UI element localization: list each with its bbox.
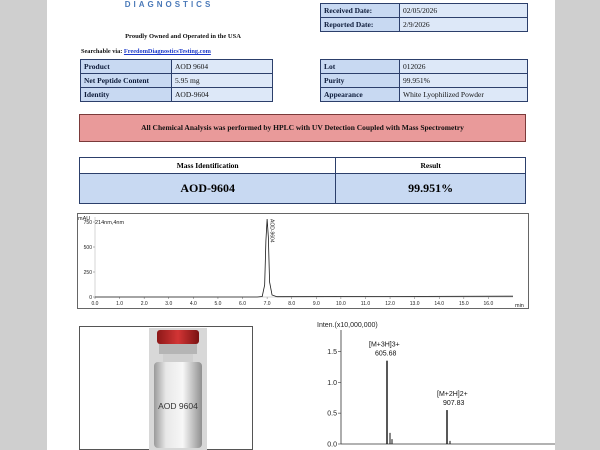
lot-info-table (320, 59, 528, 102)
table-row (321, 60, 528, 74)
y-tick-label: 0.0 (327, 441, 337, 449)
x-tick-label: 9.0 (312, 301, 320, 307)
dates-table (320, 3, 528, 32)
table-row (321, 18, 528, 32)
brand-subtitle: DIAGNOSTICS (124, 0, 214, 9)
x-tick-label: 7.0 (263, 301, 271, 307)
vial-photo (149, 328, 207, 450)
appearance-value: White Lyophilized Powder (400, 88, 528, 102)
net-peptide-label: Net Peptide Content (81, 74, 172, 88)
x-tick-label: 0.0 (91, 301, 99, 307)
x-tick-label: 12.0 (385, 301, 395, 307)
table-row (80, 174, 526, 204)
x-tick-label: 16.0 (483, 301, 494, 307)
search-line (81, 48, 211, 55)
x-tick-label: 4.0 (189, 301, 197, 307)
table-row (321, 74, 528, 88)
table-row (321, 4, 528, 18)
x-tick-label: 13.0 (409, 301, 420, 307)
table-row (81, 74, 273, 88)
x-tick-label: 11.0 (360, 301, 371, 307)
product-label: Product (81, 60, 172, 74)
y-tick-label: 0 (89, 295, 92, 301)
lot-value: 012026 (400, 60, 528, 74)
hplc-chromatogram (77, 213, 529, 309)
x-tick-label: 8.0 (288, 301, 296, 307)
x-tick-label: 2.0 (140, 301, 148, 307)
result-value: 99.951% (336, 174, 526, 204)
x-tick-label: 3.0 (165, 301, 173, 307)
lot-label: Lot (321, 60, 400, 74)
mass-spectrum (317, 316, 555, 450)
detector-label: 214nm,4nm (95, 220, 125, 226)
search-link[interactable]: FreedomDiagnosticsTesting.com (123, 48, 211, 55)
reported-date-label: Reported Date: (321, 18, 400, 32)
received-date-value: 02/05/2026 (400, 4, 528, 18)
table-row (81, 88, 273, 102)
peak-mz-label: 605.68 (375, 350, 397, 358)
y-tick-label: 0.5 (327, 410, 337, 418)
table-row (80, 158, 526, 174)
product-value: AOD 9604 (172, 60, 273, 74)
chromatogram-ylabel: mAU (78, 216, 91, 222)
result-header: Result (336, 158, 526, 174)
received-date-label: Received Date: (321, 4, 400, 18)
mass-id-value: AOD-9604 (80, 174, 336, 204)
x-tick-label: 14.0 (434, 301, 445, 307)
peak-mz-label: 907.83 (443, 400, 465, 408)
x-tick-label: 1.0 (116, 301, 124, 307)
x-tick-label: 6.0 (239, 301, 247, 307)
certificate-page (47, 0, 555, 450)
purity-value: 99.951% (400, 74, 528, 88)
y-tick-label: 1.5 (327, 348, 337, 356)
net-peptide-value: 5.95 mg (172, 74, 273, 88)
identity-label: Identity (81, 88, 172, 102)
mass-id-header: Mass Identification (80, 158, 336, 174)
vial-cap (157, 330, 199, 344)
search-label: Searchable via: (81, 48, 124, 55)
appearance-label: Appearance (321, 88, 400, 102)
table-row (321, 88, 528, 102)
chromatogram-xlabel: min (515, 303, 524, 309)
reported-date-value: 2/9/2026 (400, 18, 528, 32)
vial-label: AOD 9604 (158, 401, 198, 411)
analysis-banner: All Chemical Analysis was performed by HPLC with UV Detection Coupled with Mass Spectrometry (79, 114, 526, 142)
y-tick-label: 750 (83, 220, 92, 226)
x-tick-label: 15.0 (458, 301, 469, 307)
y-tick-label: 250 (83, 270, 92, 276)
product-info-table (80, 59, 273, 102)
peak-ion-label: [M+2H]2+ (437, 391, 468, 399)
chromatogram-frame (78, 214, 529, 309)
tagline: Proudly Owned and Operated in the USA (125, 33, 241, 40)
spectrum-title: Inten.(x10,000,000) (317, 322, 378, 329)
y-tick-label: 500 (83, 245, 92, 251)
y-tick-label: 1.0 (327, 379, 337, 387)
x-tick-label: 5.0 (214, 301, 222, 307)
peak-label: AOD-9604 (268, 219, 275, 243)
mass-identification-table (79, 157, 526, 204)
purity-label: Purity (321, 74, 400, 88)
vial-crimp (159, 344, 197, 354)
peak-ion-label: [M+3H]3+ (369, 341, 400, 349)
x-tick-label: 10.0 (336, 301, 346, 307)
table-row (81, 60, 273, 74)
identity-value: AOD-9604 (172, 88, 273, 102)
